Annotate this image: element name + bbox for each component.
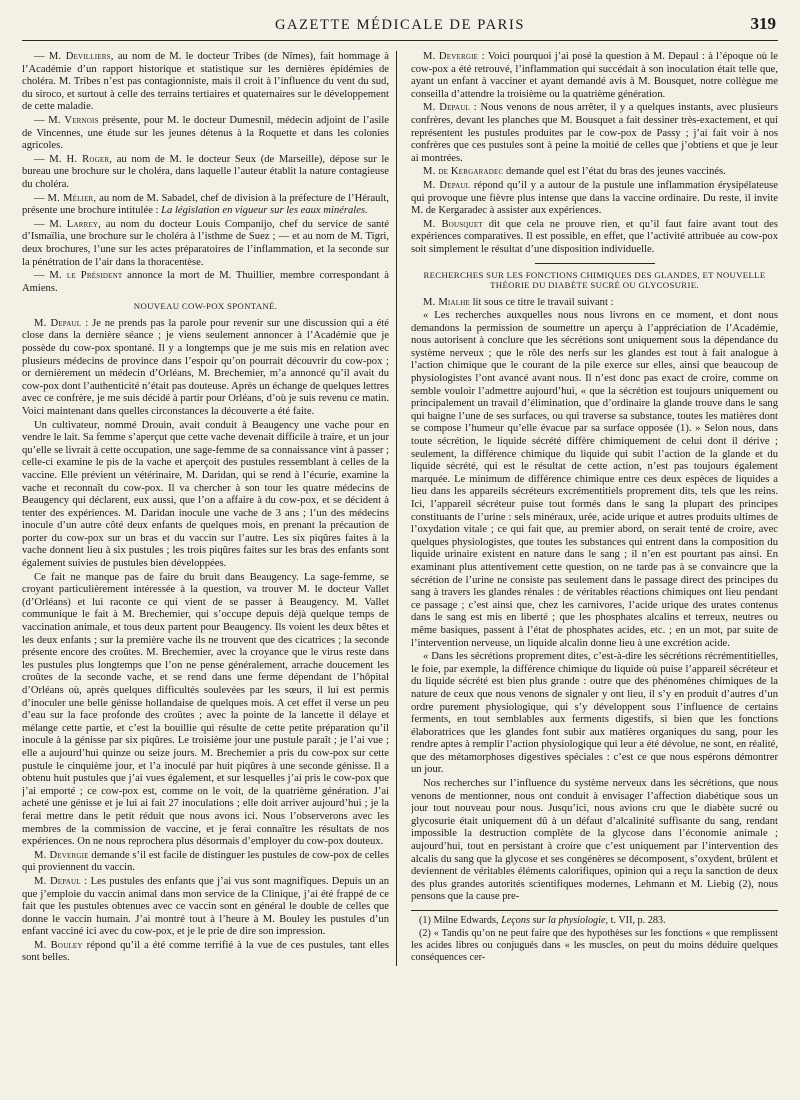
paragraph-text: « Les recherches auxquelles nous nous livrons en ce moment, et dont nous demandons la permission de soumettre un aperçu à l’appréciation de l’Académie, nous autorisent à conclure que les sécrétions sont uniquement sous la dépendance du système nerveux ; que le rôle des nerfs sur les glandes est tout à fait analogue à l’action chimique que le courant de la pile exerce sur elles, ainsi que beaucoup de physiologistes l’ont avancé avant nous. Il n’est donc pas exact de croire, comme on semble vouloir l’admettre aujourd’hui, « que la sécrétion est toujours uniquement ou principalement un travail d’élimination, que d’ordinaire la glande trouve dans le sang qui baigne l’une de ses surfaces, ou qui traverse sa substance, toutes les matières dont se compose l’humeur qu’elle évacue par sa surface opposée (1). » Selon nous, dans toute sécrétion, le liquide sécrété diffère chimiquement de celui dont il dérive ; seulement, la différence chimique du liquide qui subit l’action de la glande et du liquide sécrété, qui est le résultat de cette action, n’est pas toujours également marquée. Le minimum de différence chimique entre ces deux espèces de liquides a lieu dans les appareils sécréteurs excrémentitiels proprement dits, tels que les reins. Ici, l’appareil sécréteur puise tout formés dans le sang la plupart des principes constituants de l’urine : sels minéraux, urée, acide urique et autres produits ultimes de l’oxydation vitale ; ce qui fait que, au premier abord, on serait tenté de croire, avec quelques physiologistes, que toutes les substances qui entrent dans la composition du liquide urinaire existent en nature dans le sang ; il n’en est pourtant pas ainsi. En examinant plus attentivement cette question, on ne tarde pas à se convaincre que la sécrétion de l’urine ne consiste pas seulement dans le passage direct des principes du sang à travers les glandes rénales : de véritables réactions chimiques ont lieu pendant ce passage ; c’est ainsi que, chez les carnivores, l’acide urique des urates contenus dans le sang est mis en liberté ; que les phosphates alcalins et terreux, neutres ou même basiques, passent à l’état de phosphates acides, etc. ; en un mot, par suite de l’intervention nerveuse, un liquide alcalin donne lieu à une excrétion acide. <box>411 310 778 649</box>
footnote-mark: (1) <box>419 915 431 926</box>
title-italic: La législation en vigueur sur les eaux minérales. <box>161 205 368 217</box>
paragraph-text: au nom du docteur Louis Companijo, chef du service de santé d’Ismaïlia, une brochure sur le choléra à l’isthme de Suez ; — et au nom de M. Tigri, deux brochures, l’une sur les actes préparatoires de l’inflammation, et la seconde sur la pénétration de l’air dans la thoracentèse. <box>22 218 390 268</box>
paragraph <box>22 572 389 849</box>
announcement-item: — M. Mélier, au nom de M. Sabadel, chef de division à la préfecture de l’Hérault, présente une brochure intitulée : La législation en vigueur sur les eaux minérales. <box>22 192 389 217</box>
speaker-name: M. Mélier, <box>47 192 97 204</box>
paragraph <box>411 310 778 650</box>
paragraph-text: présente, pour M. le docteur Dumesnil, médecin adjoint de l’asile de Vincennes, une étude sur les jeunes détenus à la Roquette et dans les colonies agricoles. <box>22 114 389 152</box>
diabetes-article <box>411 297 778 905</box>
speaker-name: M. Devilliers, <box>48 51 114 62</box>
paragraph-text: dit que cela ne prouve rien, et qu’il faut faire avant tout des expériences comparatives. Il est possible, en effet, que l’activité attribuée au cow-pox soit simplement le résultat d’une disposition individuelle. <box>411 218 778 255</box>
announcement-item: — M. Larrey, au nom du docteur Louis Companijo, chef du service de santé d’Ismaïlia, une brochure sur le choléra à l’isthme de Suez ; — et au nom de M. Tigri, deux brochures, l’une sur les actes préparatoires de l’inflammation, et la seconde sur la pénétration de l’air dans la thoracentèse. <box>22 218 390 268</box>
footnote-italic: Leçons sur la physiologie, <box>501 915 609 926</box>
paragraph-text: Ce fait ne manque pas de faire du bruit dans Beaugency. La sage-femme, se croyant particulièrement intéressée à la question, va trouver M. le docteur Vallet (d’Orléans) et lui raconte ce qui vient de se passer à Beaugency. M. Vallet communique le fait à M. Brechemier, qui s’occupe depuis déjà quelque temps de vaccination animale, et tous deux partent pour Beaugency. Ils voient les deux bêtes et les deux enfants ; sur la première vache ils ne trouvent que des cicatrices ; la seconde présente encore des croûtes. M. Brechemier, avec la croyance que le virus reste dans les pustules plus longtemps que l’on ne pense généralement, arrache doucement les croûtes de la seconde vache, et se rend dans une ferme dépendant de l’hôpital d’Orléans où, après quelques difficultés soulevées par les sœurs, il lui est permis d’inoculer une belle génisse hollandaise de quelques mois. A cet effet il verse un peu d’eau sur la face profonde des croûtes ; avec la pointe de la lancette il délaye et mélange cette partie, et c’est la bouillie qui résulte de cette petite préparation qu’il inocule à la génisse par six piqûres. Le troisième jour une pustule paraît ; je l’ai vue ; elle a aujourd’hui quinze ou seize jours. M. Brechemier a pris du cow-pox sur cette pustule le cinquième jour, et l’a inoculé par huit piqûres à une seconde génisse. Il a obtenu huit pustules que j’ai vues également, et sur lesquelles j’ai pris le cow-pox que j’ai emporté ; ce cow-pox est, comme on le voit, de la quatrième génération. J’ai acheté une génisse et je lui ai fait 27 inoculations ; elle doit arriver aujourd’hui ; je la ferai mettre dans le petit réduit que nous avons ici. Nous l’observerons avec les membres de la commission de vaccine, et je ferai connaître les résultats de nos expériences. On ne nous reprochera plus désormais d’employer du cow-pox douteux. <box>22 571 389 848</box>
speaker-name: M. H. Roger, <box>49 153 113 165</box>
paragraph-text: annonce la mort de M. Thuillier, membre correspondant à Amiens. <box>22 270 389 294</box>
paragraph-text: Un cultivateur, nommé Drouin, avait conduit à Beaugency une vache pour en vendre le lait. Sa femme s’aperçut que cette vache devenait difficile à traire, et un jour qu’elle se livrait à cette occupation, une sage-femme de sa connaissance vint à passer ; celle-ci examine le pis de la vache et aperçoit des pustules ressemblant à celles de la vaccine. Elle prévient un vétérinaire, M. Daridan, qui se rend à l’écurie, examine la vache et reconnaît du cow-pox. Il va chercher à son tour les quatre médecins de Beaugency qui déclarent, eux aussi, que l’on a affaire à du cow-pox, et se décident à tenter des expériences. M. Daridan inocule une vache de 3 ans ; l’un des médecins inocule d’un autre côté deux enfants de quelques mois, en prenant la précaution de porter du cow-pox sur un bras et du vaccin sur l’autre. Les six piqûres faites à la vache donnent lieu à six pustules ; les trois piqûres faites sur les bras des enfants sont également suivies de pustules bien développées. <box>22 419 389 570</box>
paragraph-text: au nom de M. Sabadel, chef de division à la préfecture de l’Hérault, présente une brochure intitulée : <box>22 192 389 217</box>
right-column <box>411 51 778 966</box>
paragraph-text: Les pustules des enfants que j’ai vus sont magnifiques. Depuis un an que j’emploie du vaccin animal dans mon service de la Clinique, j’ai été frappé de ce fait que les pustules obtenues avec ce vaccin sont en général le double de celles que donne le vaccin humain. J’ai montré tout à l’heure à M. Bouley les pustules d’un enfant vacciné ici avec du cow-pox, et je le prie de dire son impression. <box>22 875 389 938</box>
paragraph <box>22 876 389 939</box>
paragraph-text: répond qu’il a été comme terrifié à la vue de ces pustules, tant elles sont belles. <box>22 939 389 964</box>
paragraph-text: au nom de M. le docteur Seux (de Marseille), dépose sur le bureau une brochure sur le choléra, dans laquelle l’auteur établit la nature contagieuse du choléra. <box>22 153 390 190</box>
speaker-name: M. Depaul : <box>34 317 89 329</box>
speaker-name: M. Depaul : <box>34 875 88 887</box>
paragraph <box>411 651 778 777</box>
page-header <box>22 14 778 41</box>
footnote <box>411 928 778 964</box>
announcement-item: — M. le Président annonce la mort de M. Thuillier, membre correspondant à Amiens. <box>22 270 389 294</box>
text-columns <box>22 51 778 966</box>
announcement-item: — M. H. Roger, au nom de M. le docteur Seux (de Marseille), dépose sur le bureau une brochure sur le choléra, dans laquelle l’auteur établit la nature contagieuse du choléra. <box>22 153 390 190</box>
paragraph-text: demande quel est l’état du bras des jeunes vaccinés. <box>505 166 726 178</box>
speaker-name: M. Devergie : <box>423 51 485 62</box>
paragraph <box>411 102 778 165</box>
paragraph-text: lit sous ce titre le travail suivant : <box>472 296 614 308</box>
paragraph <box>22 850 389 875</box>
speaker-name: M. Depaul <box>423 179 471 191</box>
footnote-rest: t. VII, p. 283. <box>610 915 666 926</box>
footnote-text: Milne Edwards, <box>433 915 499 926</box>
speaker-name: M. Depaul : <box>423 102 477 114</box>
footnotes <box>411 910 778 964</box>
paragraph-text: demande s’il est facile de distinguer les pustules de cow-pox de celles qui proviennent du vaccin. <box>22 849 389 874</box>
paragraph <box>411 51 778 101</box>
speaker-name: M. Bouley <box>34 939 83 951</box>
footnote-text: « Tandis qu’on ne peut faire que des hypothèses sur les fonctions « que remplissent les acides libres ou conjugués dans « les muscles, on peut du moins déduire quelques conséquences cer- <box>411 928 778 963</box>
speaker-name: M. Vernois <box>48 114 99 126</box>
announcement-item: — M. Vernois présente, pour M. le docteur Dumesnil, médecin adjoint de l’asile de Vincennes, une étude sur les jeunes détenus à la Roquette et dans les colonies agricoles. <box>22 114 389 152</box>
paragraph <box>411 166 778 179</box>
paragraph <box>22 420 389 571</box>
running-title: GAZETTE MÉDICALE DE PARIS <box>274 17 526 33</box>
section-heading-cowpox: NOUVEAU COW-POX SPONTANÉ. <box>133 301 278 312</box>
footnote <box>411 915 778 927</box>
announcement-list <box>22 51 389 295</box>
paragraph <box>411 778 778 904</box>
speaker-name: M. Mialhe <box>423 296 470 308</box>
paragraph <box>411 219 778 257</box>
paragraph <box>22 940 389 965</box>
footnote-mark: (2) <box>419 928 431 939</box>
speaker-name: M. le Président <box>49 270 123 282</box>
section-heading-diabetes: RECHERCHES SUR LES FONCTIONS CHIMIQUES DES GLANDES, ET NOUVELLE THÉORIE DU DIABÈTE SUCRÉ OU GLYCOSURIE. <box>423 269 766 290</box>
paragraph-text: Voici pourquoi j’ai posé la question à M. Depaul : à l’époque où le cow-pox a été retrouvé, l’inflammation qui succédait à son inoculation était telle que, ayant un enfant à vacciner et ayant demandé avis à M. Bousquet, notre collègue me conseilla d’attendre la troisième ou la quatrième génération. <box>411 51 778 100</box>
announcement-item: — M. Devilliers, au nom de M. le docteur Tribes (de Nîmes), fait hommage à l’Académie d’un rapport historique et statistique sur les dernières épidémies de choléra. M. Tribes n’est pas contagionniste, mais il croit à l’influence du vent du sud, du siroco, et surtout à celle des terrains tertiaires et quaternaires sur le développement de cette maladie. <box>22 51 389 113</box>
speaker-name: M. Larrey, <box>49 218 102 230</box>
left-column <box>22 51 397 966</box>
paragraph <box>22 318 389 419</box>
cowpox-discussion <box>22 318 389 965</box>
paragraph-text: « Dans les sécrétions proprement dites, c’est-à-dire les sécrétions récrémentitielles, le foie, par exemple, la différence chimique du liquide où puise l’appareil sécréteur et du liquide sécrété est bien plus grande : outre que des phénomènes chimiques de la nature de ceux que nous venons de signaler y ont lieu, il s’y en produit d’autres d’un ordre purement physiologique, qui s’y développent sous l’influence de certains ferments, en tout semblables aux ferments digestifs, si bien que les fonctions élaboratrices que les glandes font subir aux matières organiques du sang, pour les rendre aptes à remplir l’action physiologique qui leur a été dévolue, ne sont, en réalité, que des métamorphoses digestives spéciales : c’est ce que nous espérons démontrer un jour. <box>411 651 778 776</box>
discussion-continued <box>411 51 778 257</box>
paragraph <box>411 297 778 310</box>
paragraph-text: répond qu’il y a autour de la pustule une inflammation érysipélateuse qui provoque une fièvre plus intense que dans la vaccine ordinaire. Du reste, il invite M. de Kergaradec à assister aux expériences. <box>411 179 778 217</box>
paragraph-text: Nous venons de nous arrêter, il y a quelques instants, avec plusieurs confrères, devant les planches que M. Bousquet a fait dessiner très-exactement, et qui représentent les pustules produites par le cow-pox de Passy ; j’ai fait voir à nos confrères que ces pustules sont à peine la moitié de celles que j’obtiens et que je leur ai montrées. <box>411 102 778 164</box>
divider-rule <box>535 263 655 264</box>
speaker-name: M. de Kergaradec <box>423 166 504 178</box>
page-number: 319 <box>750 14 776 33</box>
speaker-name: M. Bousquet <box>423 218 483 230</box>
paragraph-text: Nos recherches sur l’influence du système nerveux dans les sécrétions, que nous venons de mentionner, nous ont conduit à envisager l’affection diabétique sous un jour tout nouveau pour nous. Jusqu’ici, nous avions cru que le diabète sucré ou glycosurie était uniquement dû à un défaut d’alcalinité suffisante du sang, rendant impossible la destruction complète de la glycose dans l’économie animale ; aujourd’hui, tout en persistant à croire que c’est uniquement par l’intervention des alcalis du sang que la glycose et ses congénères se décomposent, s’oxydent, brûlent et deviennent de véritables éléments calorifiques, opinion qui a reçu la sanction de deux des plus grandes autorités scientifiques modernes, Lehmann et M. Liebig (2), nous pensons que la cause pre- <box>411 778 778 903</box>
paragraph-text: Je ne prends pas la parole pour revenir sur une discussion qui a été close dans la dernière séance ; je viens seulement annoncer à l’Académie que je possède du cow-pox spontané. Il y a longtemps que je me suis mis en relation avec plusieurs médecins de province dans l’espoir qu’on pourrait découvrir du cow-pox ; or dernièrement un médecin d’Orléans, M. Brechemier, m’a annoncé qu’il avait du cow-pox dont l’authenticité n’était pas douteuse. Après un échange de quelques lettres avec ce confrère, je me suis décidé à partir pour Orléans, d’où je suis revenu ce matin. Voici maintenant dans quelles circonstances la découverte a été faite. <box>22 317 390 417</box>
paragraph <box>411 180 778 218</box>
speaker-name: M. Devergie <box>34 849 89 861</box>
paragraph-text: au nom de M. le docteur Tribes (de Nîmes), fait hommage à l’Académie d’un rapport historique et statistique sur les dernières épidémies de choléra. M. Tribes n’est pas contagionniste, mais il croit à l’influence du vent du sud, du siroco, et surtout à celle des terrains tertiaires et quaternaires sur le développement de cette maladie. <box>22 51 389 113</box>
